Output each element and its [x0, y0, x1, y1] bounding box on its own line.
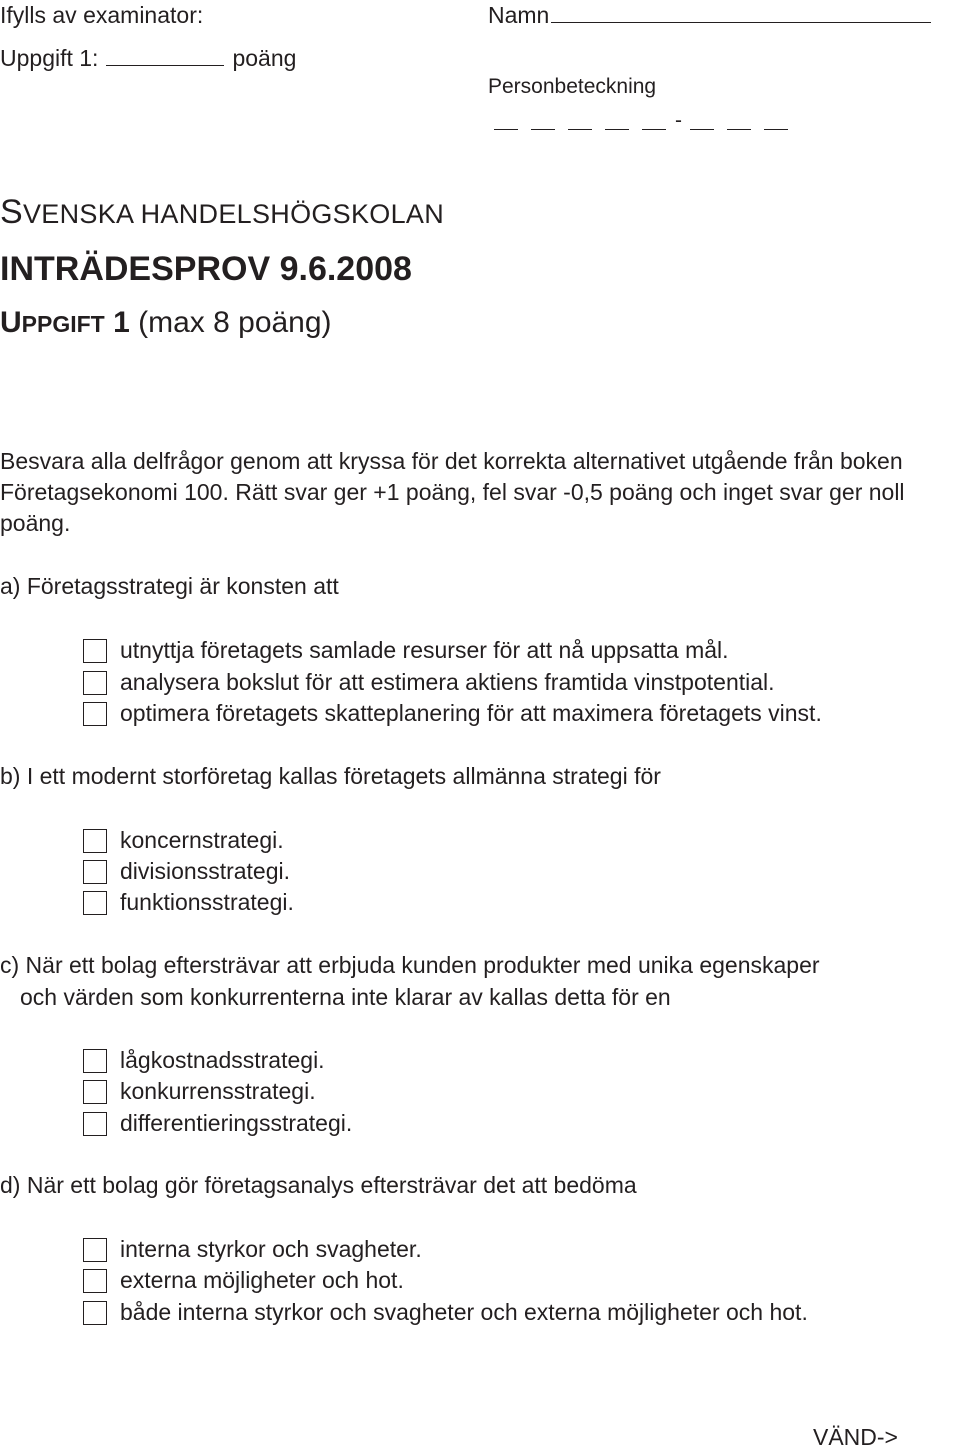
turn-page-label: VÄND-> — [813, 1424, 898, 1450]
instructions: Besvara alla delfrågor genom att kryssa för det korrekta alternativet utgående från boken Företagsekonomi 100. Rätt svar ger +1 poäng, fel svar -0,5 poäng och inget svar ger noll poäng. — [0, 448, 905, 536]
task-points-field[interactable] — [106, 65, 224, 66]
checkbox[interactable] — [83, 639, 107, 663]
option-a1[interactable] — [83, 635, 729, 666]
option-label: divisionsstrategi. — [120, 858, 291, 884]
personal-id-digit[interactable] — [605, 129, 629, 130]
personal-id-digit[interactable] — [764, 129, 788, 130]
school-name-rest: VENSKA HANDELSHÖGSKOLAN — [22, 199, 445, 229]
task-points-line — [0, 43, 296, 73]
task-points-suffix: poäng — [232, 45, 297, 71]
personal-id-digit[interactable] — [642, 129, 666, 130]
checkbox[interactable] — [83, 702, 107, 726]
checkbox[interactable] — [83, 1301, 107, 1325]
personal-id-digit[interactable] — [494, 129, 518, 130]
option-label: externa möjligheter och hot. — [120, 1267, 404, 1293]
question-c-line1: c) När ett bolag eftersträvar att erbjuda kunden produkter med unika egenskaper — [0, 952, 820, 978]
checkbox[interactable] — [83, 1238, 107, 1262]
option-label: differentieringsstrategi. — [120, 1110, 353, 1136]
option-c3[interactable] — [83, 1108, 352, 1139]
checkbox[interactable] — [83, 1049, 107, 1073]
personal-id-digit[interactable] — [568, 129, 592, 130]
checkbox[interactable] — [83, 1269, 107, 1293]
option-label: koncernstrategi. — [120, 827, 284, 853]
option-label: konkurrensstrategi. — [120, 1078, 316, 1104]
option-b2[interactable] — [83, 856, 290, 887]
checkbox[interactable] — [83, 671, 107, 695]
question-b: b) I ett modernt storföretag kallas företagets allmänna strategi för — [0, 763, 661, 789]
name-line — [488, 0, 931, 30]
option-label: analysera bokslut för att estimera aktiens framtida vinstpotential. — [120, 669, 775, 695]
option-label: optimera företagets skatteplanering för att maximera företagets vinst. — [120, 700, 822, 726]
question-c-line2: och värden som konkurrenterna inte klarar av kallas detta för en — [20, 984, 671, 1010]
option-b1[interactable] — [83, 825, 284, 856]
personal-id-digit[interactable] — [727, 129, 751, 130]
school-name — [0, 195, 444, 231]
option-label: interna styrkor och svagheter. — [120, 1236, 422, 1262]
option-label: funktionsstrategi. — [120, 889, 294, 915]
option-d3[interactable] — [83, 1297, 808, 1328]
option-c1[interactable] — [83, 1045, 325, 1076]
checkbox[interactable] — [83, 1080, 107, 1104]
school-name-initial: S — [0, 193, 23, 231]
task-heading-max: (max 8 poäng) — [138, 306, 332, 339]
examiner-label: Ifylls av examinator: — [0, 2, 204, 28]
task-heading-initial: U — [0, 306, 22, 339]
option-label: både interna styrkor och svagheter och externa möjligheter och hot. — [120, 1299, 808, 1325]
personal-id-label: Personbeteckning — [488, 75, 657, 98]
option-b3[interactable] — [83, 887, 294, 918]
option-label: utnyttja företagets samlade resurser för att nå uppsatta mål. — [120, 637, 729, 663]
question-a: a) Företagsstrategi är konsten att — [0, 573, 339, 599]
question-d: d) När ett bolag gör företagsanalys eftersträvar det att bedöma — [0, 1172, 637, 1198]
task-heading-number: 1 — [113, 306, 130, 339]
checkbox[interactable] — [83, 1112, 107, 1136]
option-label: lågkostnadsstrategi. — [120, 1047, 325, 1073]
checkbox[interactable] — [83, 829, 107, 853]
option-c2[interactable] — [83, 1076, 316, 1107]
task-heading-rest: PPGIFT — [21, 311, 105, 337]
option-a3[interactable] — [83, 698, 822, 729]
option-d1[interactable] — [83, 1234, 422, 1265]
personal-id-field[interactable] — [494, 108, 801, 130]
option-a2[interactable] — [83, 667, 775, 698]
option-d2[interactable] — [83, 1265, 404, 1296]
personal-id-separator: - — [675, 109, 682, 132]
name-field[interactable] — [551, 22, 931, 23]
task-points-prefix: Uppgift 1: — [0, 45, 99, 71]
name-label: Namn — [488, 2, 550, 28]
task-heading — [0, 304, 332, 343]
exam-title: INTRÄDESPROV 9.6.2008 — [0, 250, 412, 288]
personal-id-digit[interactable] — [690, 129, 714, 130]
personal-id-digit[interactable] — [531, 129, 555, 130]
checkbox[interactable] — [83, 860, 107, 884]
checkbox[interactable] — [83, 891, 107, 915]
